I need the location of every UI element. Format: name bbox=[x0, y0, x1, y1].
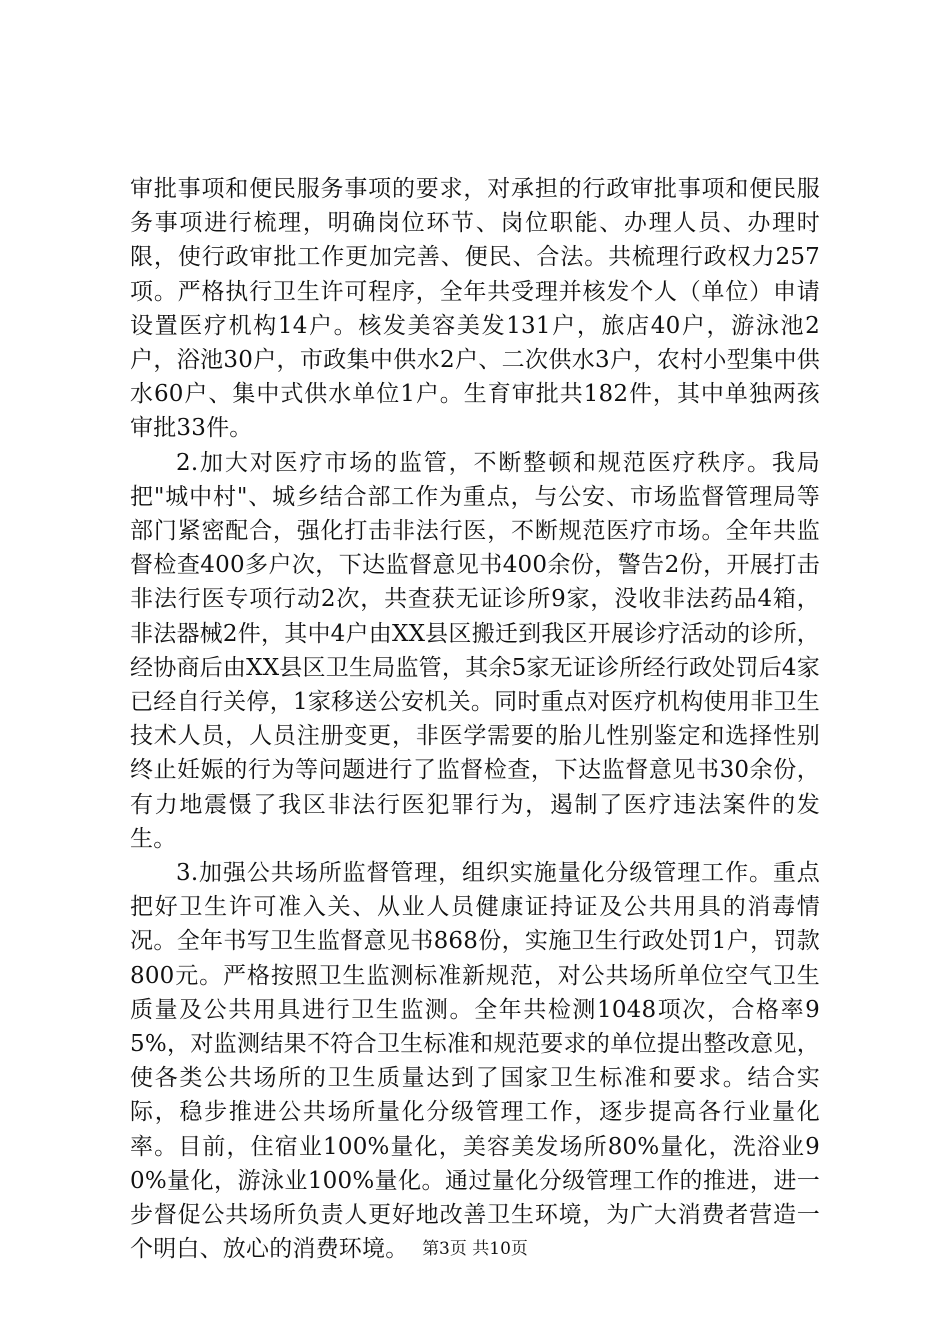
paragraph-public-places-supervision: 3.加强公共场所监督管理，组织实施量化分级管理工作。重点把好卫生许可准入关、从业人员健康证持证及公共用具的消毒情况。全年书写卫生监督意见书868份，实施卫生行政处罚1户，罚款800元。严格按照卫生监测标准新规范，对公共场所单位空气卫生质量及公共用具进行卫生监测。全年共检测1048项次，合格率95%，对监测结果不符合卫生标准和规范要求的单位提出整改意见，使各类公共场所的卫生质量达到了国家卫生标准和要求。结合实际，稳步推进公共场所量化分级管理工作，逐步提高各行业量化率。目前，住宿业100%量化，美容美发场所80%量化，洗浴业90%量化，游泳业100%量化。通过量化分级管理工作的推进，进一步督促公共场所负责人更好地改善卫生环境，为广大消费者营造一个明白、放心的消费环境。 bbox=[130, 860, 820, 1263]
page-footer: 第3页 共10页 bbox=[422, 1239, 528, 1259]
paragraph-medical-market-supervision: 2.加大对医疗市场的监管，不断整顿和规范医疗秩序。我局把"城中村"、城乡结合部工作为重点，与公安、市场监督管理局等部门紧密配合，强化打击非法行医，不断规范医疗市场。全年共监督检查400多户次，下达监督意见书400余份，警告2份，开展打击非法行医专项行动2次，共查获无证诊所9家，没收非法药品4箱，非法器械2件，其中4户由XX县区搬迁到我区开展诊疗活动的诊所，经协商后由XX县区卫生局监管，其余5家无证诊所经行政处罚后4家已经自行关停，1家移送公安机关。同时重点对医疗机构使用非卫生技术人员，人员注册变更，非医学需要的胎儿性别鉴定和选择性别终止妊娠的行为等问题进行了监督检查，下达监督意见书30余份，有力地震慑了我区非法行医犯罪行为，遏制了医疗违法案件的发生。 bbox=[130, 449, 820, 852]
paragraph-approval-continued: 审批事项和便民服务事项的要求，对承担的行政审批事项和便民服务事项进行梳理，明确岗位环节、岗位职能、办理人员、办理时限，使行政审批工作更加完善、便民、合法。共梳理行政权力257项。严格执行卫生许可程序，全年共受理并核发个人（单位）申请设置医疗机构14户。核发美容美发131户，旅店40户，游泳池2户，浴池30户，市政集中供水2户、二次供水3户，农村小型集中供水60户、集中式供水单位1户。生育审批共182件，其中单独两孩审批33件。 bbox=[130, 176, 820, 442]
document-body bbox=[130, 172, 820, 1267]
